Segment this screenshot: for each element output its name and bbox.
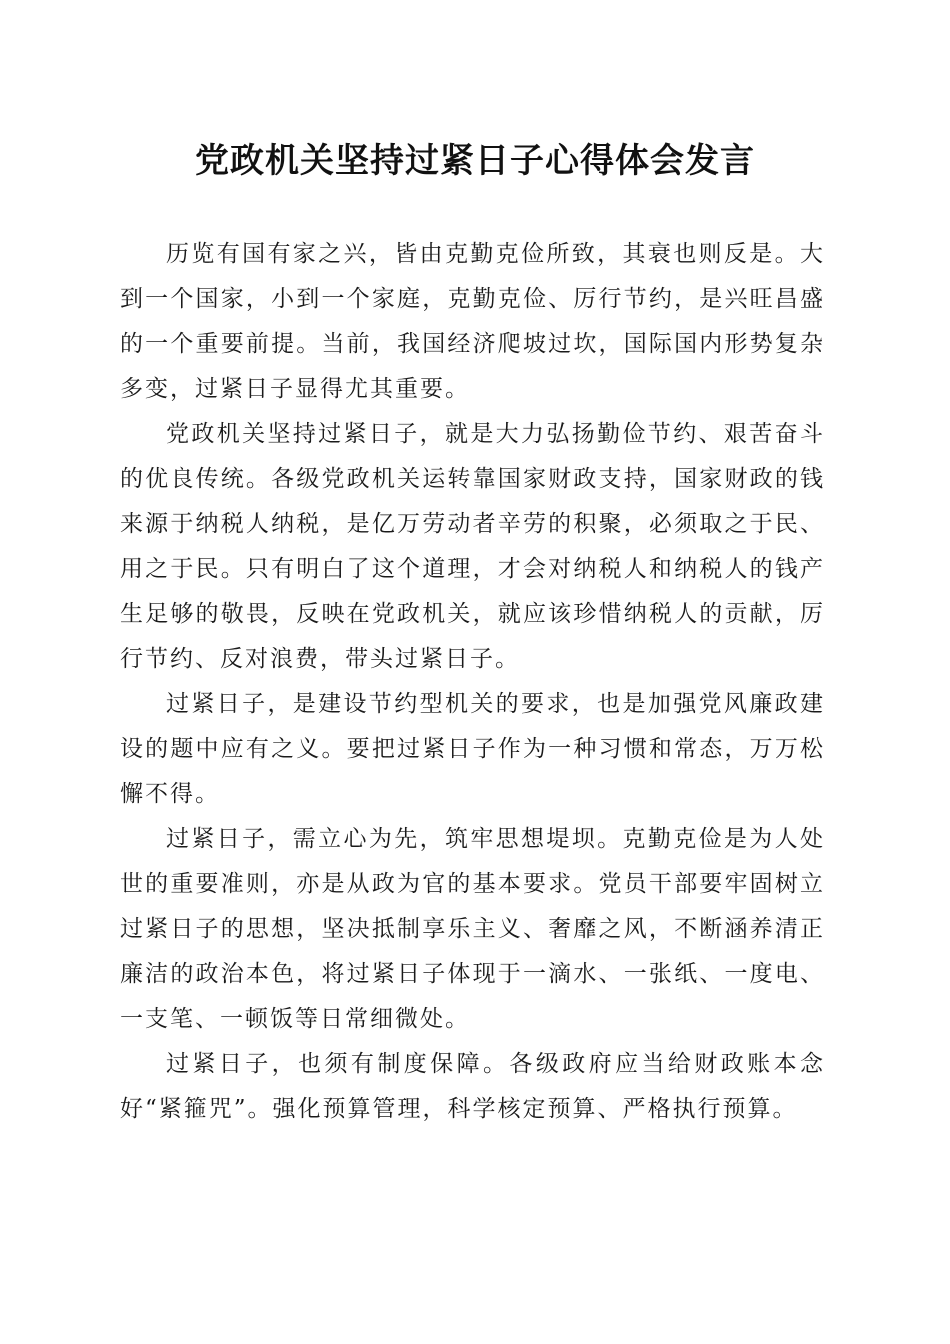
paragraph: 过紧日子，是建设节约型机关的要求，也是加强党风廉政建设的题中应有之义。要把过紧日子作为一种习惯和常态，万万松懈不得。 [120, 691, 825, 807]
document-body [120, 232, 825, 1132]
paragraph: 历览有国有家之兴，皆由克勤克俭所致，其衰也则反是。大到一个国家，小到一个家庭，克勤克俭、厉行节约，是兴旺昌盛的一个重要前提。当前，我国经济爬坡过坎，国际国内形势复杂多变，过紧日子显得尤其重要。 [120, 241, 825, 402]
paragraph: 过紧日子，需立心为先，筑牢思想堤坝。克勤克俭是为人处世的重要准则，亦是从政为官的基本要求。党员干部要牢固树立过紧日子的思想，坚决抵制享乐主义、奢靡之风，不断涵养清正廉洁的政治本色，将过紧日子体现于一滴水、一张纸、一度电、一支笔、一顿饭等日常细微处。 [120, 826, 825, 1032]
paragraph: 过紧日子，也须有制度保障。各级政府应当给财政账本念好“紧箍咒”。强化预算管理，科学核定预算、严格执行预算。 [120, 1051, 825, 1122]
document-title: 党政机关坚持过紧日子心得体会发言 [195, 141, 755, 181]
paragraph: 党政机关坚持过紧日子，就是大力弘扬勤俭节约、艰苦奋斗的优良传统。各级党政机关运转靠国家财政支持，国家财政的钱来源于纳税人纳税，是亿万劳动者辛劳的积聚，必须取之于民、用之于民。只有明白了这个道理，才会对纳税人和纳税人的钱产生足够的敬畏，反映在党政机关，就应该珍惜纳税人的贡献，厉行节约、反对浪费，带头过紧日子。 [120, 421, 825, 672]
